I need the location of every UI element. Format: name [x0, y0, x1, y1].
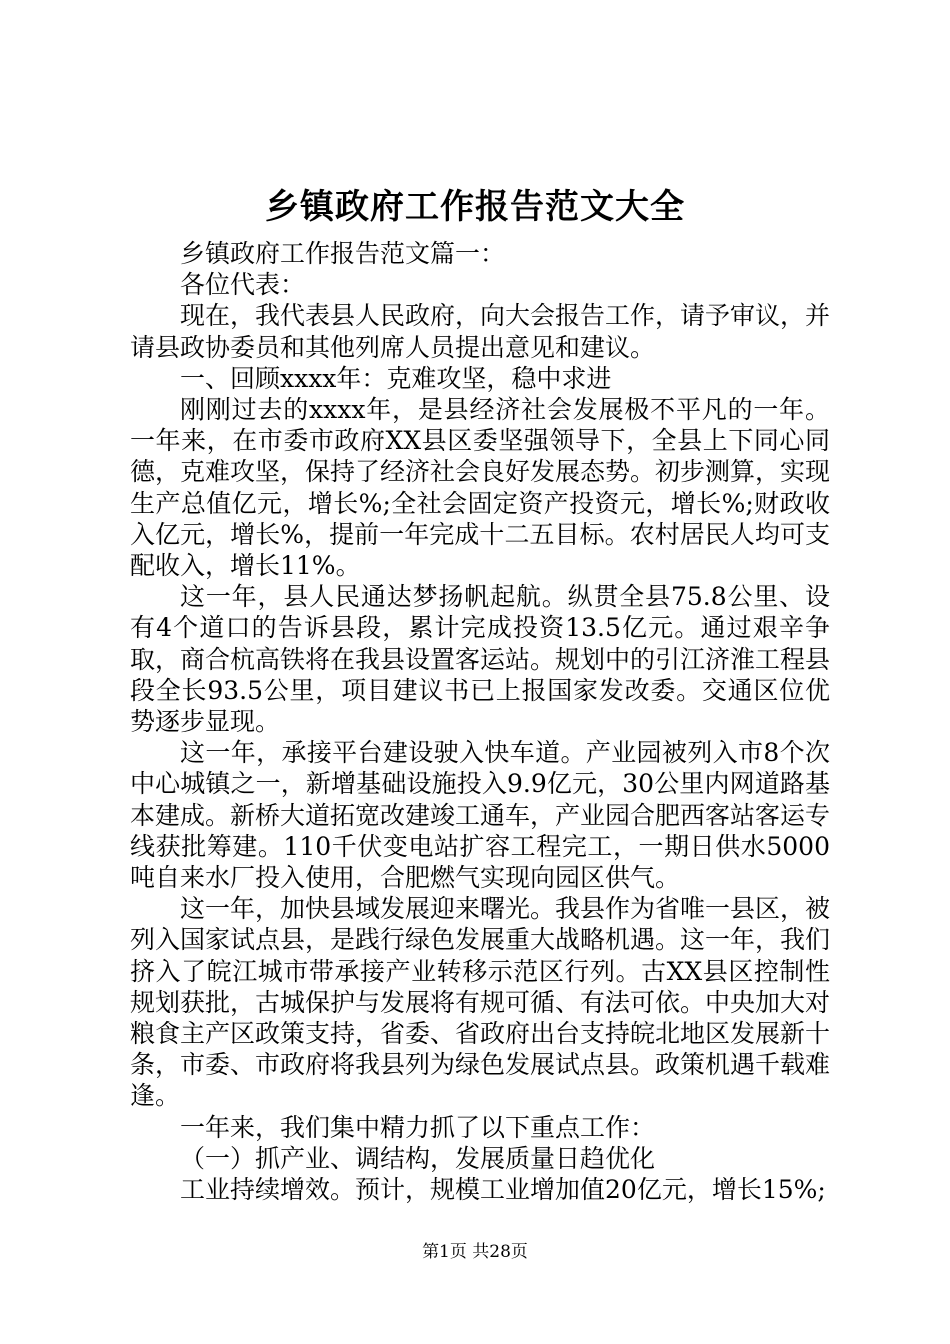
paragraph: 刚刚过去的xxxx年，是县经济社会发展极不平凡的一年。一年来，在市委市政府XX县区委坚强领导下，全县上下同心同德，克难攻坚，保持了经济社会良好发展态势。初步测算，实现生产总值亿元，增长%;全社会固定资产投资元，增长%;财政收入亿元，增长%，提前一年完成十二五目标。农村居民人均可支配收入，增长11%。: [130, 395, 831, 581]
subsection-heading: （一）抓产业、调结构，发展质量日趋优化: [180, 1143, 656, 1173]
page-title: 乡镇政府工作报告范文大全: [265, 187, 685, 227]
paragraph: 工业持续增效。预计，规模工业增加值20亿元，增长15%;: [180, 1175, 826, 1205]
paragraph: 这一年，承接平台建设驶入快车道。产业园被列入市8个次中心城镇之一，新增基础设施投入9.9亿元，30公里内网道路基本建成。新桥大道拓宽改建竣工通车，产业园合肥西客站客运专线获批筹建。110千伏变电站扩容工程完工，一期日供水5000吨自来水厂投入使用，合肥燃气实现向园区供气。: [130, 738, 831, 893]
page-number-footer: 第1页 共28页: [422, 1242, 528, 1262]
paragraph: 现在，我代表县人民政府，向大会报告工作，请予审议，并请县政协委员和其他列席人员提出意见和建议。: [130, 301, 831, 362]
paragraph: 一年来，我们集中精力抓了以下重点工作：: [180, 1112, 656, 1142]
section-heading: 一、回顾xxxx年：克难攻坚，稳中求进: [180, 363, 612, 393]
paragraph: 这一年，加快县域发展迎来曙光。我县作为省唯一县区，被列入国家试点县，是践行绿色发展重大战略机遇。这一年，我们挤入了皖江城市带承接产业转移示范区行列。古XX县区控制性规划获批，古城保护与发展将有规可循、有法可依。中央加大对粮食主产区政策支持，省委、省政府出台支持皖北地区发展新十条，市委、市政府将我县列为绿色发展试点县。政策机遇千载难逢。: [130, 894, 831, 1111]
section-heading: 乡镇政府工作报告范文篇一：: [180, 239, 506, 268]
paragraph: 这一年，县人民通达梦扬帆起航。纵贯全县75.8公里、设有4个道口的告诉县段，累计完成投资13.5亿元。通过艰辛争取，商合杭高铁将在我县设置客运站。规划中的引江济淮工程县段全长93.5公里，项目建议书已上报国家发改委。交通区位优势逐步显现。: [130, 582, 831, 737]
salutation: 各位代表：: [180, 270, 306, 300]
document-body: [130, 238, 830, 1205]
